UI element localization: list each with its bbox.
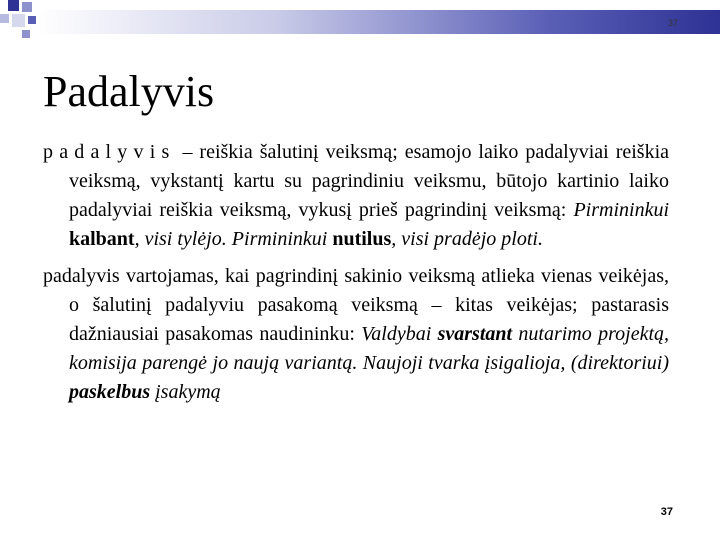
term-spaced: padalyvis [43,141,176,163]
example-text: įsakymą [150,381,221,403]
example-text: nutarimo projektą, komisija parengė jo naują variantą. Naujoji tvarka įsigalioja, (direktoriui) [69,323,669,374]
paragraph-usage [43,262,669,407]
slide-title: Padalyvis [43,67,215,116]
example-participle: kalbant [69,228,135,250]
slide-body [43,138,669,415]
example-text: , visi pradėjo ploti. [391,228,543,250]
header-gradient-bar [38,10,720,34]
example-text: Valdybai [361,323,438,345]
definition-text: – reiškia šalutinį veiksmą; esamojo laiko padalyviai reiškia veiksmą, vykstantį kartu su pagrindiniu veiksmu, būtojo kartinio laiko padalyviai reiškia veiksmą, vykusį prieš pagrindinį veiksmą: [69,141,669,221]
example-participle: svarstant [437,323,513,345]
top-page-number: 37 [667,18,678,28]
bottom-page-number: 37 [660,506,673,518]
example-participle: paskelbus [69,381,151,403]
example-participle: nutilus [332,228,392,250]
paragraph-definition [43,138,669,254]
example-text: Pirmininkui [573,199,669,221]
usage-text: padalyvis vartojamas, kai pagrindinį sakinio veiksmą atlieka vienas veikėjas, o šalutinį padalyviu pasakomą veiksmą – kitas veikėjas; pastarasis dažniausiai pasakomas naudininku: [43,265,669,345]
example-text: , visi tylėjo. Pirmininkui [134,228,333,250]
